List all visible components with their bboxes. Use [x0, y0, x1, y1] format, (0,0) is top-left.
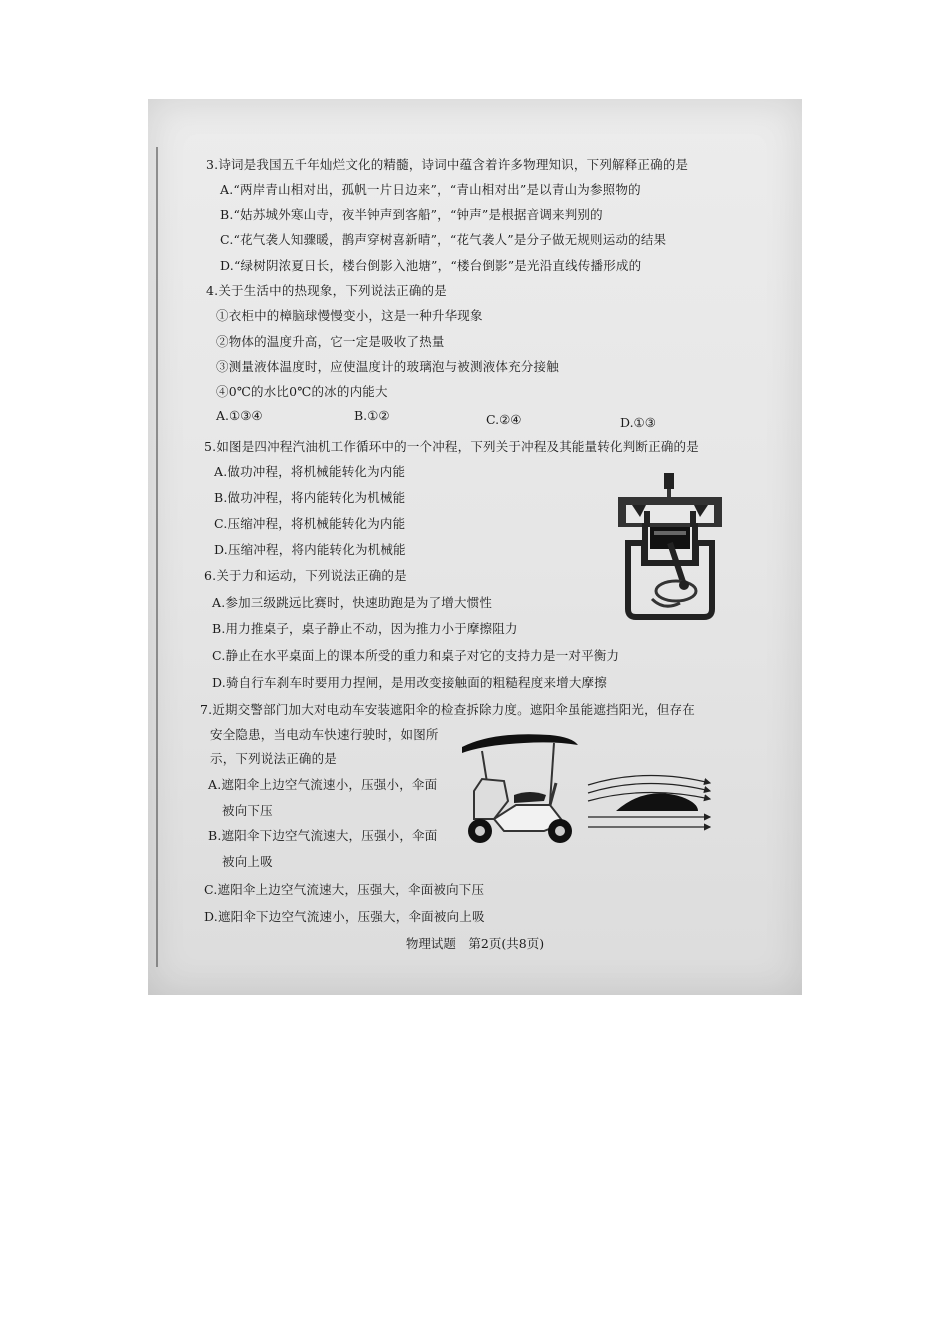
q6-option-d: D.骑自行车刹车时要用力捏闸，是用改变接触面的粗糙程度来增大摩擦	[212, 675, 607, 690]
scanned-page	[148, 99, 802, 995]
q7-option-c: C.遮阳伞上边空气流速大，压强大，伞面被向下压	[204, 882, 485, 897]
engine-cylinder-figure	[614, 471, 726, 621]
scooter-umbrella-figure	[454, 731, 582, 849]
q3-stem: 3.诗词是我国五千年灿烂文化的精髓，诗词中蕴含着许多物理知识，下列解释正确的是	[206, 157, 689, 172]
q6-stem: 6.关于力和运动，下列说法正确的是	[204, 568, 407, 583]
q7-stem-line-2: 安全隐患，当电动车快速行驶时，如图所	[210, 727, 439, 742]
q7-option-a-line-1: A.遮阳伞上边空气流速小，压强小，伞面	[208, 777, 438, 792]
q7-option-a-line-2: 被向下压	[222, 803, 273, 818]
q4-statement-2: ②物体的温度升高，它一定是吸收了热量	[216, 334, 445, 349]
q3-option-d: D.“绿树阴浓夏日长，楼台倒影入池塘”，“楼台倒影”是光沿直线传播形成的	[220, 258, 642, 273]
q7-option-d: D.遮阳伞下边空气流速小，压强大，伞面被向上吸	[204, 909, 485, 924]
q4-statement-3: ③测量液体温度时，应使温度计的玻璃泡与被测液体充分接触	[216, 359, 559, 374]
q4-option-b: B.①②	[354, 408, 390, 423]
q5-option-a: A.做功冲程，将机械能转化为内能	[214, 464, 406, 479]
q4-statement-4: ④0℃的水比0℃的冰的内能大	[216, 384, 388, 399]
q7-option-b-line-2: 被向上吸	[222, 854, 273, 869]
page-footer: 物理试题 第2页(共8页)	[405, 936, 545, 951]
q6-option-b: B.用力推桌子，桌子静止不动，因为推力小于摩擦阻力	[212, 621, 518, 636]
q5-option-c: C.压缩冲程，将机械能转化为内能	[214, 516, 406, 531]
q5-stem: 5.如图是四冲程汽油机工作循环中的一个冲程，下列关于冲程及其能量转化判断正确的是	[204, 439, 699, 454]
q4-statement-1: ①衣柜中的樟脑球慢慢变小，这是一种升华现象	[216, 308, 483, 323]
q7-stem-line-1: 7.近期交警部门加大对电动车安装遮阳伞的检查拆除力度。遮阳伞虽能遮挡阳光，但存在	[200, 702, 695, 717]
q6-option-a: A.参加三级跳远比赛时，快速助跑是为了增大惯性	[212, 595, 493, 610]
airflow-diagram	[586, 767, 714, 837]
q4-option-c: C.②④	[486, 412, 522, 427]
q3-option-b: B.“姑苏城外寒山寺，夜半钟声到客船”，“钟声”是根据音调来判别的	[220, 207, 603, 222]
q3-option-c: C.“花气袭人知骤暖，鹊声穿树喜新晴”，“花气袭人”是分子做无规则运动的结果	[220, 232, 667, 247]
q3-option-a: A.“两岸青山相对出，孤帆一片日边来”，“青山相对出”是以青山为参照物的	[220, 182, 641, 197]
q4-option-a: A.①③④	[216, 408, 263, 423]
margin-binding-line	[156, 147, 158, 967]
q4-stem: 4.关于生活中的热现象，下列说法正确的是	[206, 283, 447, 298]
q7-option-b-line-1: B.遮阳伞下边空气流速大，压强小，伞面	[208, 828, 438, 843]
q6-option-c: C.静止在水平桌面上的课本所受的重力和桌子对它的支持力是一对平衡力	[212, 648, 620, 663]
q5-option-d: D.压缩冲程，将内能转化为机械能	[214, 542, 406, 557]
q7-stem-line-3: 示，下列说法正确的是	[210, 751, 338, 766]
q4-option-d: D.①③	[620, 415, 656, 430]
q5-option-b: B.做功冲程，将内能转化为机械能	[214, 490, 406, 505]
